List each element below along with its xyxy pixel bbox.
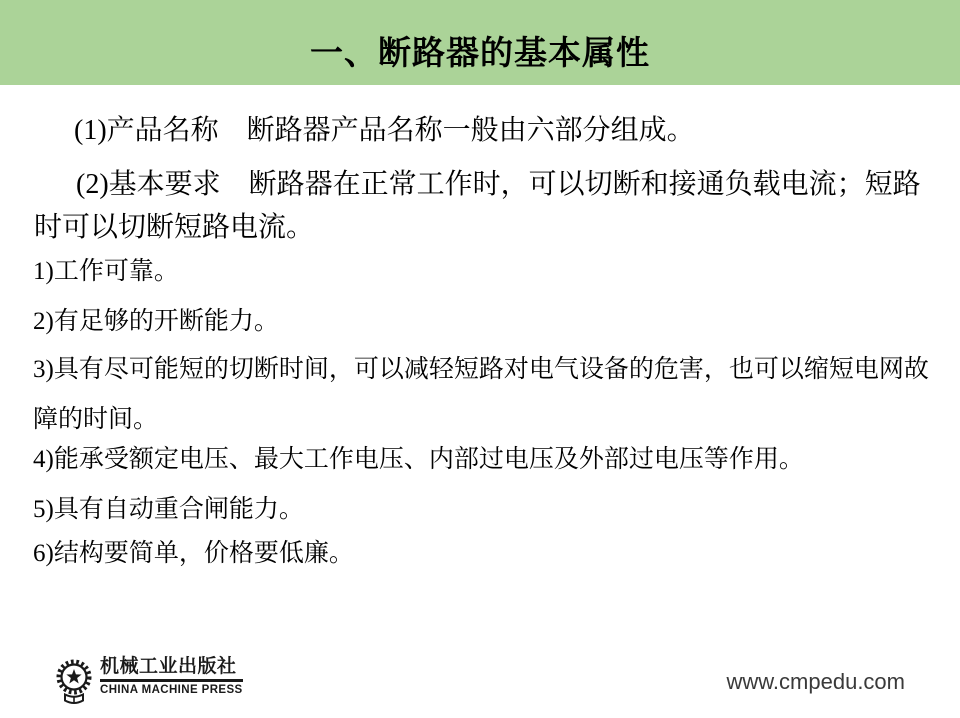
logo-underline [100, 679, 243, 682]
publisher-logo [54, 657, 243, 707]
header-band [0, 0, 960, 85]
body-line: 3)具有尽可能短的切断时间，可以减轻短路对电气设备的危害，也可以缩短电网故 [33, 356, 929, 383]
website-url: www.cmpedu.com [726, 669, 905, 694]
body-line: 障的时间。 [33, 406, 159, 433]
body-line: (2)基本要求 断路器在正常工作时，可以切断和接通负载电流；短路 [76, 169, 921, 200]
body-line: 1)工作可靠。 [33, 258, 179, 285]
body-line: 2)有足够的开断能力。 [33, 308, 279, 335]
body-line: 4)能承受额定电压、最大工作电压、内部过电压及外部过电压等作用。 [33, 446, 804, 473]
publisher-text-block [100, 657, 243, 696]
body-line: 5)具有自动重合闸能力。 [33, 496, 304, 523]
body-line: (1)产品名称 断路器产品名称一般由六部分组成。 [74, 115, 695, 146]
body-line: 时可以切断短路电流。 [34, 212, 315, 243]
publisher-name-en: CHINA MACHINE PRESS [100, 683, 243, 696]
publisher-name-cn: 机械工业出版社 [100, 656, 237, 677]
gear-star-logo-icon [54, 657, 94, 707]
body-line: 6)结构要简单，价格要低廉。 [33, 540, 354, 567]
slide-title: 一、断路器的基本属性 [310, 34, 650, 71]
